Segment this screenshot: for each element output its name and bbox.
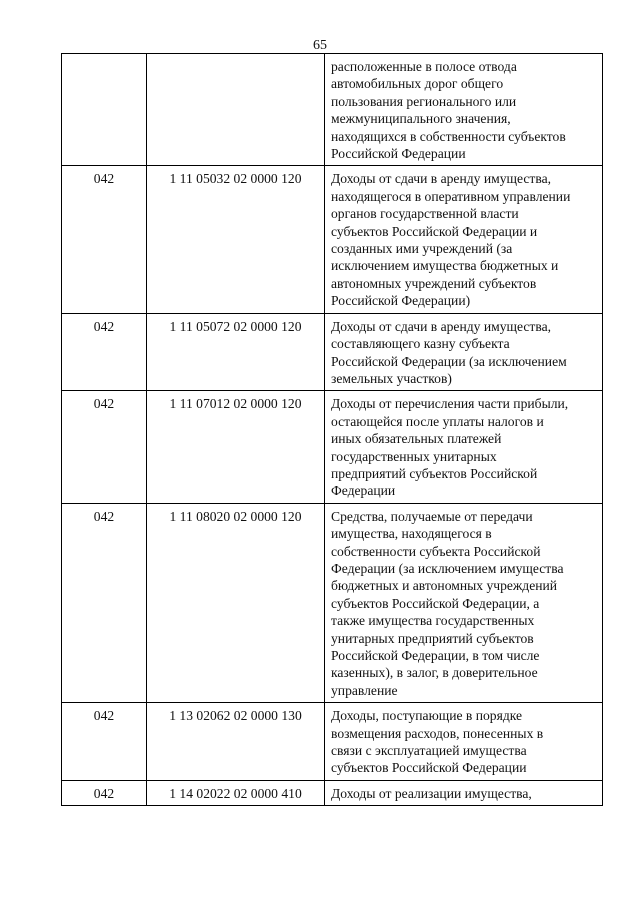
budget-code-cell: 1 11 05072 02 0000 120 (147, 313, 325, 391)
revenue-name-cell (325, 166, 603, 313)
revenue-name-line: земельных участков) (331, 370, 452, 386)
revenue-name-line: государственных унитарных (331, 448, 497, 464)
revenue-name-line: составляющего казну субъекта (331, 336, 510, 352)
revenue-name-line: возмещения расходов, понесенных в (331, 725, 544, 741)
revenue-name-line: предприятий субъектов Российской (331, 465, 538, 481)
revenue-name-line: также имущества государственных (331, 613, 535, 629)
revenue-name-line: органов государственной власти (331, 206, 519, 222)
budget-code-cell (147, 54, 325, 166)
revenue-name-line: Доходы от сдачи в аренду имущества, (331, 171, 551, 187)
revenue-name-line: Доходы от реализации имущества, (331, 785, 532, 801)
revenue-name-line: бюджетных и автономных учреждений (331, 578, 558, 594)
admin-code-cell (62, 54, 147, 166)
revenue-name-line: созданных ими учреждений (за (331, 241, 513, 257)
revenue-name-line: Доходы от сдачи в аренду имущества, (331, 318, 551, 334)
revenue-name-line: межмуниципального значения, (331, 111, 511, 127)
revenue-name-line: Средства, получаемые от передачи (331, 508, 533, 524)
revenue-name-line: Федерации (331, 483, 396, 499)
table-row (62, 166, 603, 313)
admin-code-cell: 042 (62, 703, 147, 781)
revenue-name-line: находящегося в оперативном управлении (331, 188, 571, 204)
budget-code-cell: 1 13 02062 02 0000 130 (147, 703, 325, 781)
revenue-name-cell (325, 313, 603, 391)
revenue-name-line: Российской Федерации, в том числе (331, 648, 540, 663)
budget-code-cell: 1 11 07012 02 0000 120 (147, 391, 325, 503)
revenue-name-line: иных обязательных платежей (331, 431, 502, 447)
table-body (62, 54, 603, 806)
table-row (62, 703, 603, 781)
revenue-name-line: субъектов Российской Федерации (331, 760, 527, 776)
revenue-name-line: автомобильных дорог общего (331, 76, 504, 92)
revenue-name-line: унитарных предприятий субъектов (331, 630, 534, 646)
revenue-name-line: казенных), в залог, в доверительное (331, 665, 538, 681)
revenue-name-line: субъектов Российской Федерации, а (331, 595, 540, 611)
budget-code-cell: 1 14 02022 02 0000 410 (147, 780, 325, 805)
admin-code-cell: 042 (62, 166, 147, 313)
revenue-name-line: Российской Федерации (за исключением (331, 353, 567, 369)
revenue-name-line: Российской Федерации) (331, 293, 471, 309)
revenue-name-cell (325, 780, 603, 805)
revenue-name-cell (325, 703, 603, 781)
revenue-name-cell (325, 54, 603, 166)
admin-code-cell: 042 (62, 503, 147, 702)
table-row (62, 391, 603, 503)
revenue-name-line: связи с эксплуатацией имущества (331, 743, 527, 759)
revenue-name-line: собственности субъекта Российской (331, 543, 541, 559)
revenue-name-line: Федерации (за исключением имущества (331, 560, 564, 576)
revenue-name-line: находящихся в собственности субъектов (331, 128, 566, 144)
revenue-name-line: расположенные в полосе отвода (331, 59, 517, 74)
budget-revenue-table (61, 53, 603, 806)
revenue-name-line: автономных учреждений субъектов (331, 275, 537, 291)
revenue-name-cell (325, 391, 603, 503)
revenue-name-line: Российской Федерации (331, 146, 466, 162)
admin-code-cell: 042 (62, 780, 147, 805)
revenue-name-line: пользования регионального или (331, 93, 517, 109)
revenue-name-line: Доходы, поступающие в порядке (331, 708, 523, 724)
page-number: 65 (313, 38, 327, 53)
budget-code-cell: 1 11 08020 02 0000 120 (147, 503, 325, 702)
table-row (62, 503, 603, 702)
table-row (62, 313, 603, 391)
revenue-name-line: управление (331, 682, 398, 698)
revenue-name-line: остающейся после уплаты налогов и (331, 413, 544, 429)
revenue-name-line: исключением имущества бюджетных и (331, 258, 559, 274)
revenue-name-line: Доходы от перечисления части прибыли, (331, 396, 569, 412)
admin-code-cell: 042 (62, 391, 147, 503)
table-row (62, 780, 603, 805)
admin-code-cell: 042 (62, 313, 147, 391)
table-row (62, 54, 603, 166)
budget-code-cell: 1 11 05032 02 0000 120 (147, 166, 325, 313)
revenue-name-cell (325, 503, 603, 702)
revenue-name-line: имущества, находящегося в (331, 526, 492, 542)
revenue-name-line: субъектов Российской Федерации и (331, 223, 538, 239)
